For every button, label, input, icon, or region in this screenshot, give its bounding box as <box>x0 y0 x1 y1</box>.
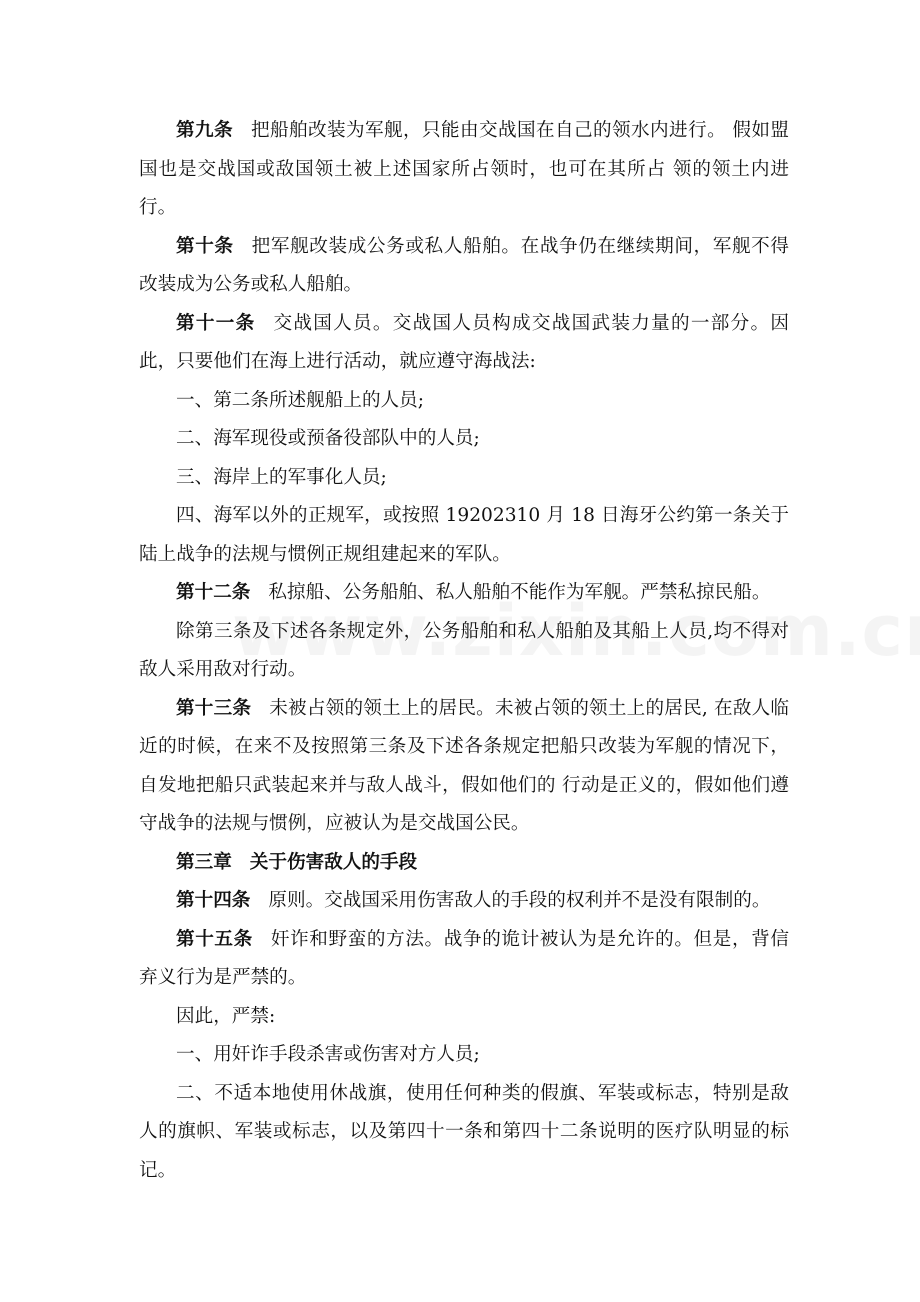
list-item <box>139 459 789 498</box>
article-label: 第十一条 <box>176 312 256 334</box>
article-label: 第十三条 <box>176 697 252 719</box>
article-13 <box>139 690 789 844</box>
article-9 <box>139 112 789 228</box>
chapter-heading <box>139 844 789 883</box>
article-15 <box>139 921 789 998</box>
article-label: 第十条 <box>176 235 234 257</box>
list-item <box>139 497 789 574</box>
list-item-text: 二、不适本地使用休战旗，使用任何种类的假旗、军装或标志，特别是敌人的旗帜、军装或标志，以及第四十一条和第四十二条说明的医疗队明显的标记。 <box>139 1082 789 1181</box>
list-item-text: 一、用奸诈手段杀害或伤害对方人员; <box>176 1044 480 1065</box>
article-text: 交战国人员。交战国人员构成交战国武装力量的一部分。因此，只要他们在海上进行活动，就应遵守海战法: <box>139 312 789 372</box>
document-body <box>139 112 789 1190</box>
article-11 <box>139 305 789 382</box>
chapter-number: 第三章 <box>176 851 232 873</box>
article-text: 未被占领的领土上的居民。未被占领的领土上的居民, 在敌人临近的时候，在来不及按照第三条及下述各条规定把船只改装为军舰的情况下，自发地把船只武装起来并与敌人战斗，假如他们的 行动是正义的，假如他们遵守战争的法规与惯例，应被认为是交战国公民。 <box>139 697 789 834</box>
paragraph-text: 因此，严禁: <box>176 1005 276 1027</box>
list-item <box>139 1036 789 1075</box>
list-item <box>139 1075 789 1191</box>
list-item-text: 一、第二条所述舰船上的人员; <box>176 389 424 411</box>
article-text: 奸诈和野蛮的方法。战争的诡计被认为是允许的。但是，背信弃义行为是严禁的。 <box>139 928 789 988</box>
paragraph <box>139 613 789 690</box>
article-text: 原则。交战国采用伤害敌人的手段的权利并不是没有限制的。 <box>268 890 771 911</box>
article-10 <box>139 228 789 305</box>
chapter-title: 关于伤害敌人的手段 <box>249 851 418 873</box>
article-label: 第十五条 <box>176 928 253 950</box>
list-item-text: 二、海军现役或预备役部队中的人员; <box>176 428 480 449</box>
list-item <box>139 420 789 459</box>
list-item-text: 三、海岸上的军事化人员; <box>176 466 387 488</box>
article-14 <box>139 882 789 921</box>
article-text: 把船舶改装为军舰，只能由交战国在自己的领水内进行。 假如盟国也是交战国或敌国领土被上述国家所占领时，也可在其所占 领的领土内进行。 <box>139 120 789 218</box>
paragraph <box>139 998 789 1037</box>
article-text: 私掠船、公务船舶、私人船舶不能作为军舰。严禁私掠民船。 <box>268 582 771 603</box>
list-item <box>139 382 789 421</box>
article-text: 把军舰改装成公务或私人船舶。在战争仍在继续期间，军舰不得改装成为公务或私人船舶。 <box>139 235 789 295</box>
article-label: 第十二条 <box>176 582 251 603</box>
article-12 <box>139 574 789 613</box>
list-item-text: 四、海军以外的正规军，或按照 19202310 月 18 日海牙公约第一条关于陆上战争的法规与惯例正规组建起来的军队。 <box>139 505 789 565</box>
paragraph-text: 除第三条及下述各条规定外，公务船舶和私人船舶及其船上人员,均不得对敌人采用敌对行动。 <box>139 620 789 680</box>
article-label: 第九条 <box>176 120 234 141</box>
article-label: 第十四条 <box>176 890 251 911</box>
